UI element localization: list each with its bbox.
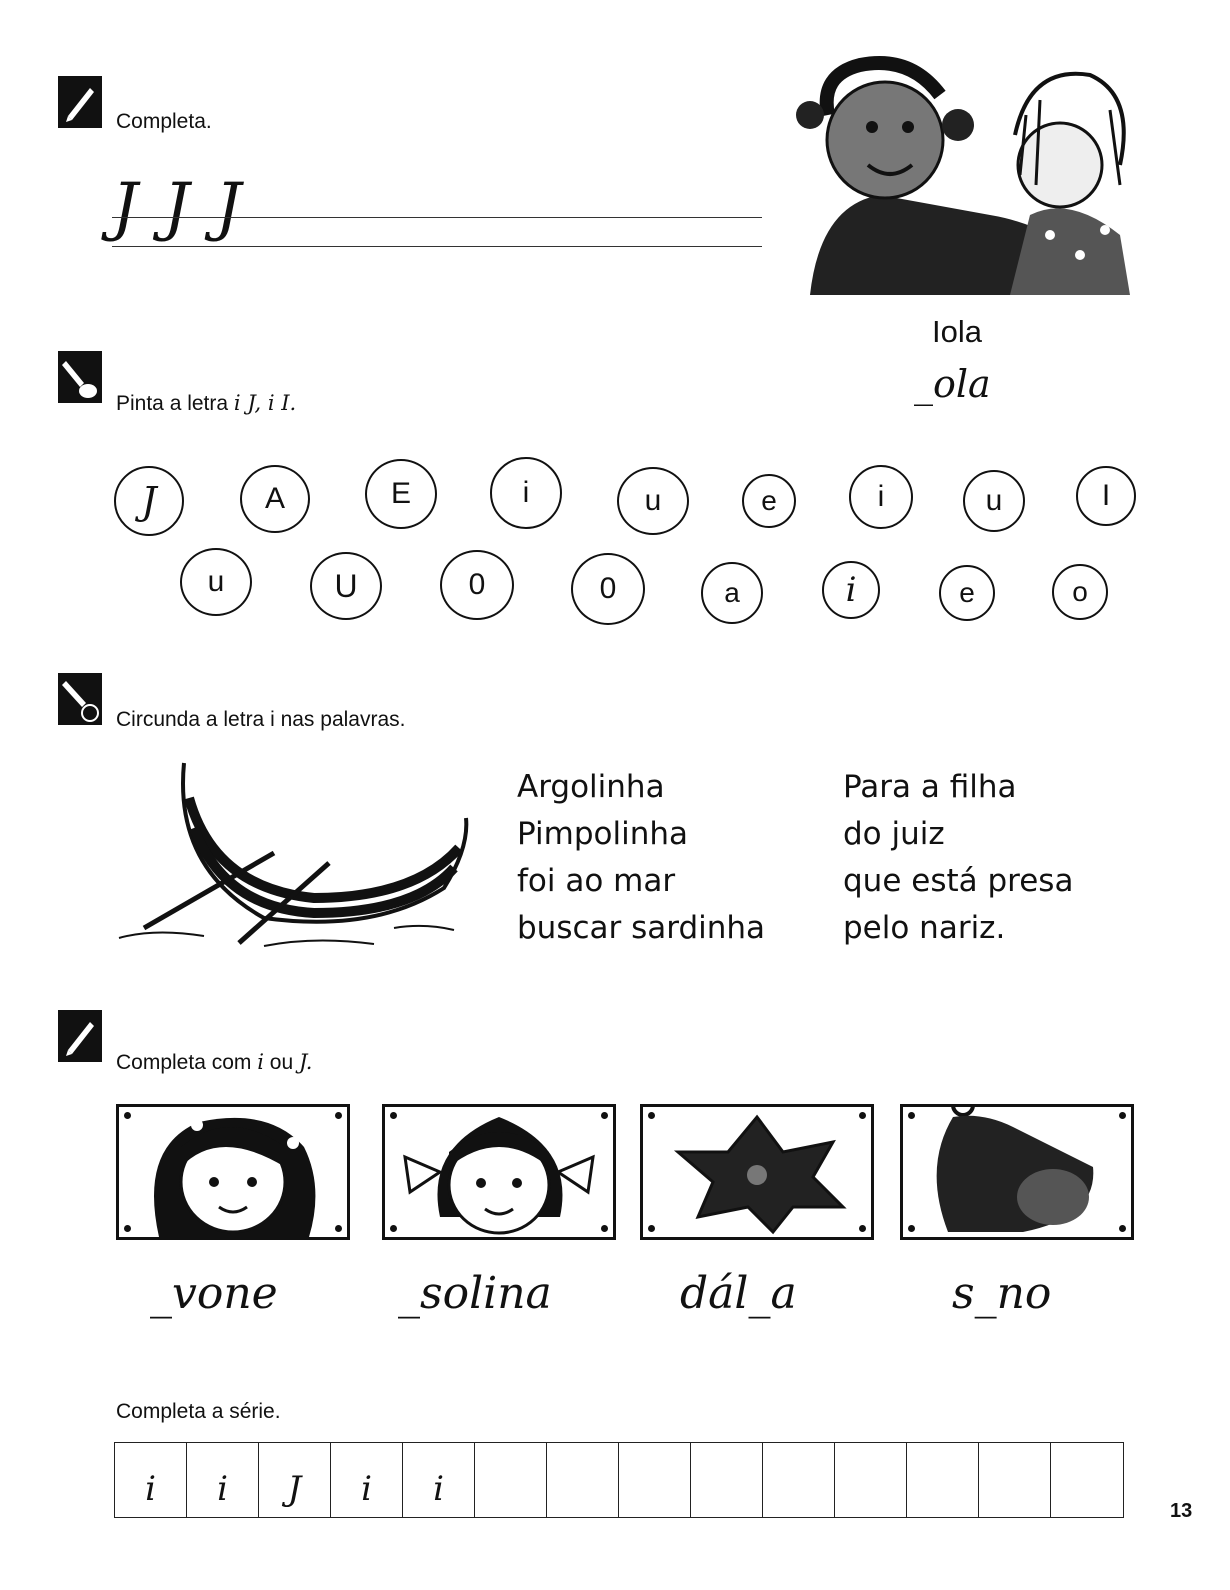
fill-word[interactable]: dál_a: [680, 1268, 797, 1319]
series-cell[interactable]: [1051, 1443, 1123, 1517]
series-cell[interactable]: i: [115, 1443, 187, 1517]
bell-icon: [903, 1107, 1131, 1237]
exercise4-instruction-text: Completa com: [116, 1051, 252, 1074]
exercise2-instruction: [116, 391, 296, 416]
lola-blank-word[interactable]: _ola: [914, 362, 991, 406]
picture-frame-bell: [900, 1104, 1134, 1240]
series-cell[interactable]: [835, 1443, 907, 1517]
series-cell[interactable]: J: [259, 1443, 331, 1517]
letter-J: J: [112, 170, 164, 244]
letter-circle[interactable]: 0: [571, 553, 645, 625]
letter-circle[interactable]: I: [1076, 466, 1136, 526]
pencil-icon: [58, 76, 102, 128]
girl-face-icon: [385, 1107, 613, 1237]
letter-circle[interactable]: e: [939, 565, 995, 621]
series-cell[interactable]: [691, 1443, 763, 1517]
exercise1-instruction: Completa.: [116, 110, 212, 133]
letter-circle[interactable]: a: [701, 562, 763, 624]
girl-with-doll-illustration: [790, 55, 1140, 295]
poem-line: do juiz: [843, 816, 945, 852]
letter-circle[interactable]: i: [849, 465, 913, 529]
series-cell[interactable]: [475, 1443, 547, 1517]
letter-circle[interactable]: u: [617, 467, 689, 535]
exercise2-instruction-glyphs: i J, i I.: [233, 391, 297, 415]
letter-circle[interactable]: U: [310, 552, 382, 620]
series-cell[interactable]: i: [331, 1443, 403, 1517]
poem-left: [517, 764, 765, 952]
writing-line-top[interactable]: [112, 217, 762, 218]
series-cell[interactable]: [619, 1443, 691, 1517]
lola-word: Iola: [932, 314, 982, 349]
poem-line: buscar sardinha: [517, 910, 766, 946]
letter-circle[interactable]: i: [490, 457, 562, 529]
pencil-circle-icon: [58, 673, 102, 725]
exercise3-instruction: Circunda a letra i nas palavras.: [116, 708, 406, 731]
writing-line-bottom[interactable]: [112, 246, 762, 247]
letter-J: J: [215, 170, 267, 244]
letter-circle[interactable]: A: [240, 465, 310, 533]
letter-circle[interactable]: u: [180, 548, 252, 616]
fill-word[interactable]: _vone: [150, 1268, 278, 1319]
exercise4-instruction: [116, 1050, 312, 1075]
page-number: 13: [1170, 1500, 1193, 1522]
series-cell[interactable]: i: [403, 1443, 475, 1517]
poem-right: [843, 764, 1073, 952]
poem-line: Pimpolinha: [517, 816, 688, 852]
glyph-J: J.: [299, 1050, 313, 1074]
exercise1-letters: [112, 170, 267, 244]
letter-circle[interactable]: i: [822, 561, 880, 619]
poem-line: pelo nariz.: [843, 910, 1006, 946]
letter-circle[interactable]: 0: [440, 550, 514, 620]
fill-word[interactable]: s_no: [952, 1268, 1052, 1319]
letter-circle[interactable]: u: [963, 470, 1025, 532]
picture-frame-flower: [640, 1104, 874, 1240]
poem-line: que está presa: [843, 863, 1074, 899]
exercise5-instruction: Completa a série.: [116, 1400, 281, 1423]
picture-frame-girl-with-flowers: [116, 1104, 350, 1240]
glyph-i: i: [257, 1050, 264, 1074]
girl-face-icon: [119, 1107, 347, 1237]
series-cell[interactable]: [979, 1443, 1051, 1517]
series-cell[interactable]: [547, 1443, 619, 1517]
poem-line: Para a filha: [843, 769, 1017, 805]
picture-frame-girl-with-bows: [382, 1104, 616, 1240]
exercise2-instruction-text: Pinta a letra: [116, 392, 229, 415]
series-grid: [114, 1442, 1124, 1518]
series-cell[interactable]: i: [187, 1443, 259, 1517]
fill-word[interactable]: _solina: [398, 1268, 552, 1319]
letter-J: J: [163, 170, 216, 244]
poem-line: Argolinha: [517, 769, 665, 805]
exercise4-instruction-or: ou: [269, 1051, 294, 1074]
series-cell[interactable]: [763, 1443, 835, 1517]
letter-circle[interactable]: e: [742, 474, 796, 528]
boat-illustration: [114, 758, 484, 958]
letter-circle[interactable]: o: [1052, 564, 1108, 620]
letter-circle[interactable]: J: [114, 466, 184, 536]
letter-circle[interactable]: E: [365, 459, 437, 529]
dahlia-flower-icon: [643, 1107, 871, 1237]
poem-line: foi ao mar: [517, 863, 676, 899]
pencil-icon: [58, 1010, 102, 1062]
paintbrush-icon: [58, 351, 102, 403]
series-cell[interactable]: [907, 1443, 979, 1517]
